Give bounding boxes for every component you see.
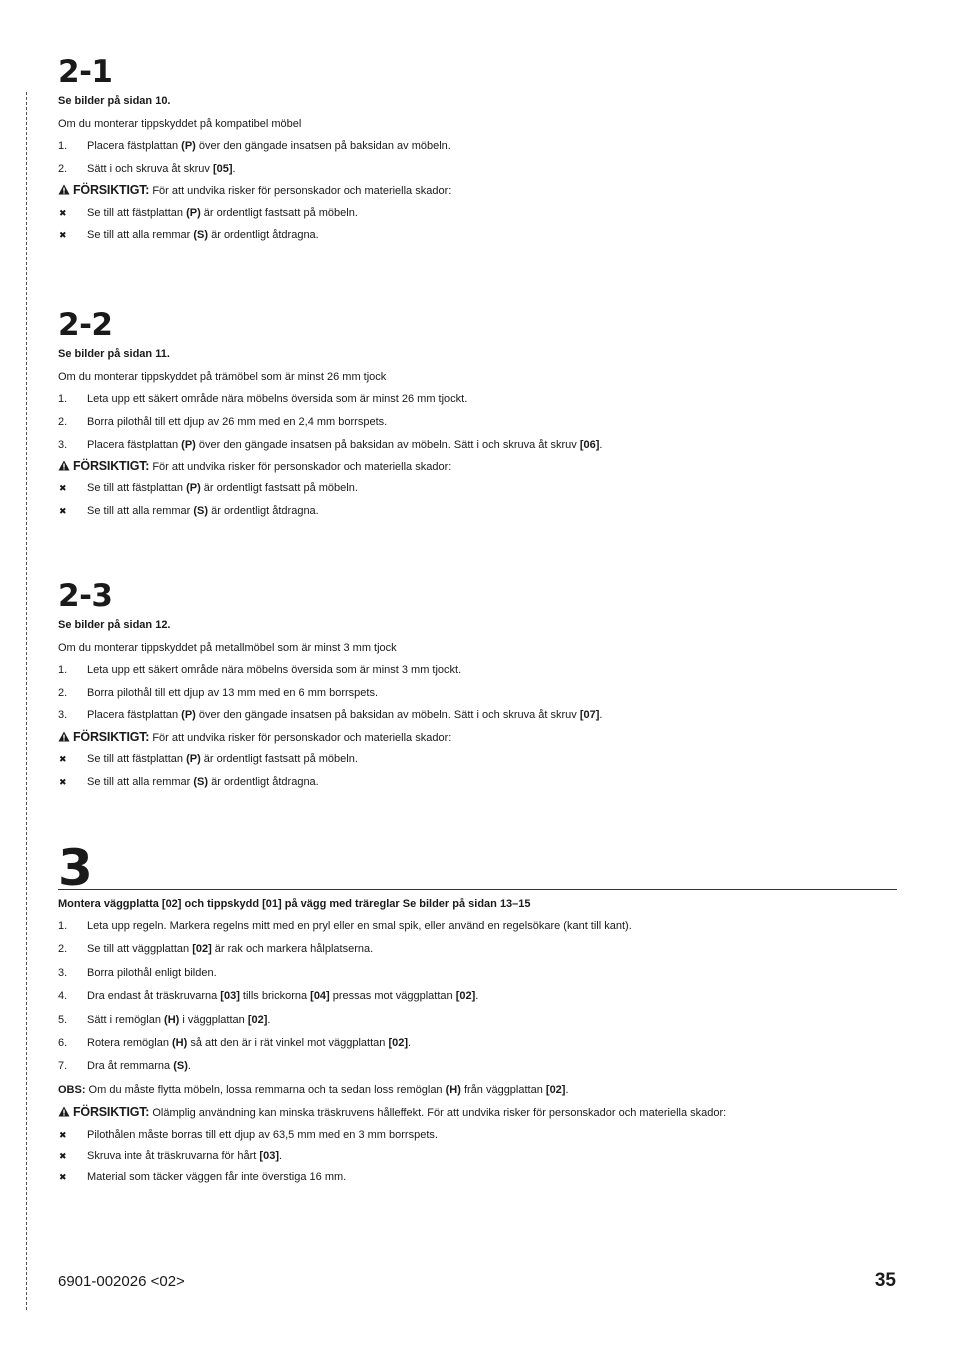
step-text [87, 139, 451, 153]
text-run: . [475, 990, 479, 1002]
step-text [87, 438, 602, 452]
text-run: Borra pilothål enligt bilden. [87, 967, 217, 979]
step-number: 4. [58, 990, 68, 1002]
text-run: . [565, 1084, 569, 1096]
emphasis-run: [05] [212, 163, 233, 175]
text-run: Material som täcker väggen får inte överstiga 16 mm. [87, 1171, 347, 1183]
step-text [87, 919, 632, 933]
caution-label: FÖRSIKTIGT: [73, 730, 150, 744]
text-run: Placera fästplattan [87, 709, 182, 721]
text-run: . [278, 1150, 283, 1162]
text-run: Dra åt remmarna [87, 1060, 174, 1072]
text-run: Se till att alla remmar [87, 229, 194, 241]
bullet-text [87, 775, 319, 789]
section-2-3 [58, 578, 898, 788]
emphasis-run: (S) [193, 229, 209, 241]
cross-bullet-icon: ✖ [59, 1172, 67, 1182]
text-run: Se till att fästplattan [87, 753, 187, 765]
text-run: Sätt i remöglan [87, 1014, 165, 1026]
cross-bullet-icon: ✖ [59, 208, 67, 218]
text-run: Leta upp ett säkert område nära möbelns översida som är minst 3 mm tjockt. [87, 664, 462, 676]
see-pictures: Se bilder på sidan 10. [58, 95, 171, 107]
step-number: 2. [58, 943, 68, 955]
bullet-text [87, 504, 319, 518]
caution-label: FÖRSIKTIGT: [73, 1105, 150, 1119]
step-text [87, 392, 467, 406]
text-run: Placera fästplattan [87, 439, 182, 451]
text-run: Skruva inte åt träskruvarna för hårt [87, 1150, 260, 1162]
text-run: Se till att fästplattan [87, 482, 187, 494]
emphasis-run: [06] [579, 439, 600, 451]
section-heading: 3 [58, 839, 93, 897]
warning-triangle-icon [58, 1106, 70, 1121]
bullet-text [87, 481, 358, 495]
text-run: är ordentligt fastsatt på möbeln. [200, 482, 358, 494]
caution-text: För att undvika risker för personskador och materiella skador: [149, 185, 452, 197]
bullet-text [87, 752, 358, 766]
section-heading: 2-2 [58, 307, 113, 343]
emphasis-run: [03] [259, 1150, 279, 1162]
text-run: Leta upp regeln. Markera regelns mitt med en pryl eller en smal spik, eller använd en regelsökare (kant till kant). [87, 920, 632, 932]
bullet-text [87, 206, 358, 220]
caution [58, 1105, 726, 1121]
step-text [87, 686, 378, 700]
step-number: 1. [58, 140, 68, 152]
text-run: . [408, 1037, 412, 1049]
intro: Om du monterar tippskyddet på kompatibel möbel [58, 118, 302, 130]
cross-bullet-icon: ✖ [59, 1130, 67, 1140]
text-run: Se till att fästplattan [87, 207, 187, 219]
text-run: över den gängade insatsen på baksidan av möbeln. Sätt i och skruva åt skruv [195, 439, 580, 451]
caution [58, 183, 451, 199]
warning-triangle-icon [58, 184, 70, 199]
text-run: Sätt i och skruva åt skruv [87, 163, 213, 175]
emphasis-run: [02] [455, 990, 476, 1002]
cross-bullet-icon: ✖ [59, 777, 67, 787]
step-number: 1. [58, 920, 68, 932]
emphasis-run: (P) [186, 482, 201, 494]
cross-bullet-icon: ✖ [59, 230, 67, 240]
text-run: pressas mot väggplattan [329, 990, 456, 1002]
emphasis-run: [02] [247, 1014, 268, 1026]
cut-line [26, 92, 27, 1310]
step-number: 2. [58, 687, 68, 699]
step-text [87, 1013, 270, 1027]
step-text [87, 1036, 411, 1050]
emphasis-run: (H) [172, 1037, 188, 1049]
text-run: Leta upp ett säkert område nära möbelns översida som är minst 26 mm tjockt. [87, 393, 468, 405]
text-run: är ordentligt åtdragna. [208, 229, 319, 241]
text-run: tills brickorna [239, 990, 311, 1002]
emphasis-run: (S) [173, 1060, 188, 1072]
emphasis-run: (H) [445, 1084, 461, 1096]
text-run: . [232, 163, 236, 175]
text-run: Dra endast åt träskruvarna [87, 990, 221, 1002]
text-run: Placera fästplattan [87, 140, 182, 152]
section-2-1 [58, 54, 898, 241]
step-text [87, 415, 387, 429]
step-number: 1. [58, 664, 68, 676]
obs-text [58, 1084, 569, 1096]
text-run: är ordentligt åtdragna. [208, 505, 319, 517]
emphasis-run: [03] [220, 990, 240, 1002]
step-number: 3. [58, 967, 68, 979]
emphasis-run: (H) [164, 1014, 180, 1026]
section-subtitle: Montera väggplatta [02] och tippskydd [01] på vägg med träreglar Se bilder på sidan 13–15 [58, 898, 531, 910]
caution-text: För att undvika risker för personskador och materiella skador: [149, 732, 452, 744]
section-2-2 [58, 307, 898, 517]
caution [58, 459, 451, 475]
obs-note [58, 1083, 569, 1097]
step-number: 1. [58, 393, 68, 405]
text-run: över den gängade insatsen på baksidan av möbeln. [195, 140, 451, 152]
step-text [87, 162, 236, 176]
emphasis-run: [02] [388, 1037, 409, 1049]
text-run: Om du måste flytta möbeln, lossa remmarna och ta sedan loss remöglan [85, 1084, 446, 1096]
see-pictures: Se bilder på sidan 11. [58, 348, 170, 360]
emphasis-run: [02] [192, 943, 212, 955]
section-heading: 2-3 [58, 578, 113, 614]
emphasis-run: [04] [310, 990, 330, 1002]
cross-bullet-icon: ✖ [59, 483, 67, 493]
emphasis-run: (S) [193, 776, 209, 788]
emphasis-run: (P) [186, 753, 201, 765]
text-run: Rotera remöglan [87, 1037, 172, 1049]
caution-text: För att undvika risker för personskador och materiella skador: [149, 461, 452, 473]
cross-bullet-icon: ✖ [59, 754, 67, 764]
caution-label: FÖRSIKTIGT: [73, 459, 150, 473]
emphasis-run: OBS: [58, 1084, 86, 1096]
emphasis-run: [07] [579, 709, 600, 721]
step-text [87, 708, 602, 722]
intro: Om du monterar tippskyddet på metallmöbel som är minst 3 mm tjock [58, 642, 397, 654]
step-text [87, 989, 478, 1003]
text-run: är rak och markera hålplatserna. [211, 943, 374, 955]
cross-bullet-icon: ✖ [59, 1151, 67, 1161]
emphasis-run: (P) [181, 439, 196, 451]
text-run: Borra pilothål till ett djup av 26 mm med en 2,4 mm borrspets. [87, 416, 388, 428]
step-number: 6. [58, 1037, 68, 1049]
step-text [87, 942, 373, 956]
step-number: 2. [58, 416, 68, 428]
page-number: 35 [874, 1270, 896, 1291]
text-run: är ordentligt åtdragna. [208, 776, 319, 788]
step-number: 5. [58, 1014, 68, 1026]
text-run: Borra pilothål till ett djup av 13 mm med en 6 mm borrspets. [87, 687, 379, 699]
text-run: Se till att alla remmar [87, 776, 194, 788]
step-number: 2. [58, 163, 68, 175]
document-code: 6901-002026 <02> [58, 1273, 185, 1290]
text-run: . [187, 1060, 191, 1072]
text-run: Se till att väggplattan [87, 943, 193, 955]
step-number: 7. [58, 1060, 68, 1072]
bullet-text [87, 1170, 346, 1184]
step-number: 3. [58, 709, 68, 721]
section-heading: 2-1 [58, 54, 113, 90]
caution [58, 730, 451, 746]
emphasis-run: (S) [193, 505, 209, 517]
text-run: . [267, 1014, 271, 1026]
warning-triangle-icon [58, 460, 70, 475]
step-text [87, 1059, 191, 1073]
text-run: . [599, 709, 603, 721]
bullet-text [87, 1128, 438, 1142]
step-text [87, 966, 217, 980]
intro: Om du monterar tippskyddet på trämöbel som är minst 26 mm tjock [58, 371, 387, 383]
text-run: är ordentligt fastsatt på möbeln. [200, 207, 358, 219]
emphasis-run: (P) [181, 709, 196, 721]
text-run: är ordentligt fastsatt på möbeln. [200, 753, 358, 765]
text-run: över den gängade insatsen på baksidan av möbeln. Sätt i och skruva åt skruv [195, 709, 580, 721]
text-run: . [599, 439, 603, 451]
text-run: i väggplattan [179, 1014, 248, 1026]
warning-triangle-icon [58, 731, 70, 746]
text-run: från väggplattan [460, 1084, 546, 1096]
section-3 [58, 839, 898, 1183]
see-pictures: Se bilder på sidan 12. [58, 619, 171, 631]
caution-label: FÖRSIKTIGT: [73, 183, 150, 197]
emphasis-run: (P) [186, 207, 201, 219]
text-run: Pilothålen måste borras till ett djup av 63,5 mm med en 3 mm borrspets. [87, 1129, 438, 1141]
bullet-text [87, 228, 319, 242]
step-text [87, 663, 461, 677]
cross-bullet-icon: ✖ [59, 506, 67, 516]
text-run: så att den är i rät vinkel mot väggplattan [187, 1037, 389, 1049]
caution-text: Olämplig användning kan minska träskruvens hålleffekt. För att undvika risker för personskador och materiella skador: [149, 1107, 727, 1119]
emphasis-run: (P) [181, 140, 196, 152]
text-run: Se till att alla remmar [87, 505, 194, 517]
bullet-text [87, 1149, 282, 1163]
emphasis-run: [02] [545, 1084, 566, 1096]
step-number: 3. [58, 439, 68, 451]
